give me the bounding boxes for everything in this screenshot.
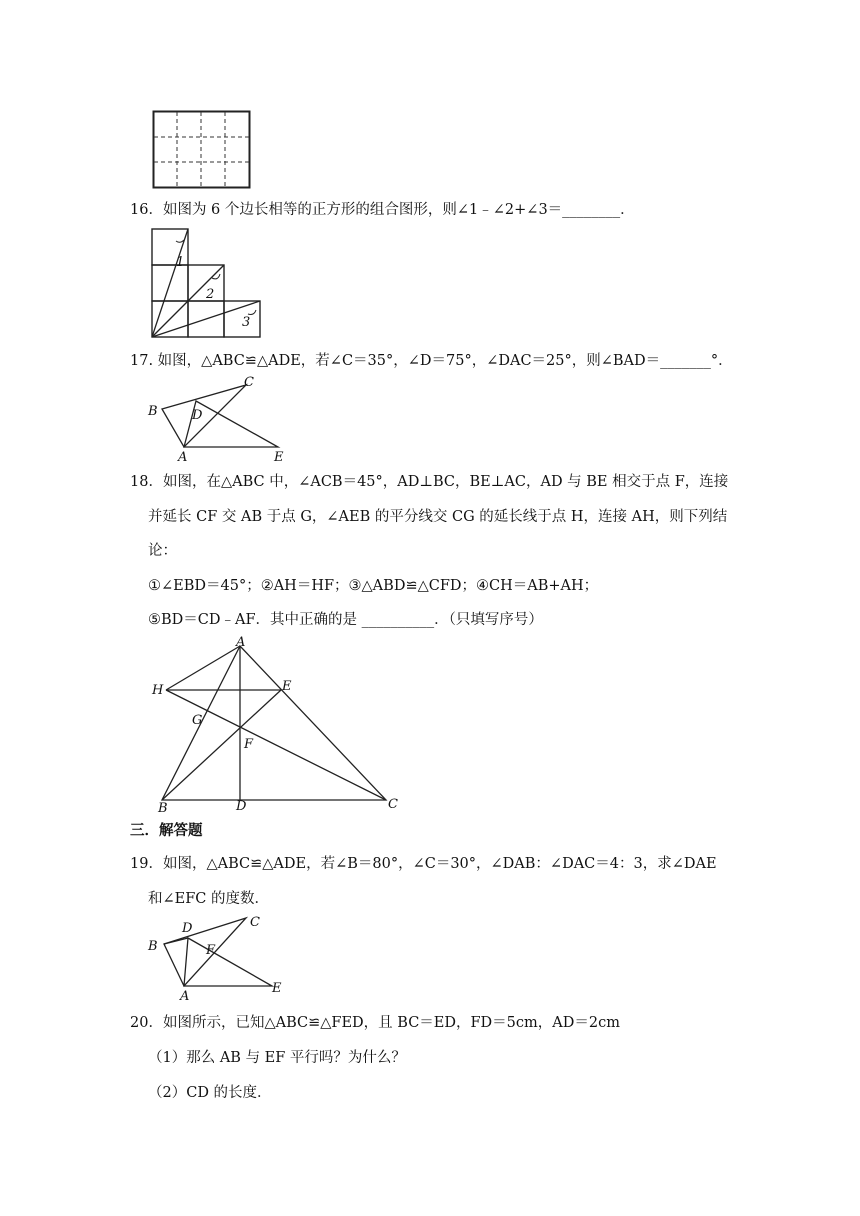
svg-text:D: D — [192, 408, 203, 423]
triangle-figure-18 — [148, 636, 408, 812]
question-18-line-5: ⑤BD＝CD﹣AF．其中正确的是 __________．（只填写序号） — [148, 612, 543, 628]
svg-text:G: G — [192, 713, 203, 728]
svg-text:F: F — [244, 737, 254, 752]
svg-text:D: D — [182, 921, 193, 936]
question-18-line-4: ①∠EBD＝45°；②AH＝HF；③△ABD≌△CFD；④CH＝AB+AH； — [148, 578, 599, 594]
question-16: 16．如图为 6 个边长相等的正方形的组合图形，则∠1﹣∠2+∠3＝________． — [130, 202, 635, 218]
squares-angle-figure — [148, 226, 266, 342]
svg-text:D: D — [236, 799, 247, 812]
svg-text:H: H — [152, 683, 164, 698]
question-18-line-3: 论： — [148, 543, 177, 559]
question-19-line-2: 和∠EFC 的度数． — [148, 891, 269, 907]
question-20-line-3: （2）CD 的长度． — [148, 1085, 272, 1101]
svg-text:B: B — [148, 939, 158, 954]
svg-text:C: C — [250, 915, 260, 930]
question-17: 17. 如图，△ABC≌△ADE，若∠C＝35°，∠D＝75°，∠DAC＝25°，则∠BAD＝_______°． — [130, 353, 733, 369]
svg-text:B: B — [148, 404, 158, 419]
svg-text:A: A — [180, 989, 190, 1002]
angle-label-2: 2 — [206, 287, 215, 302]
question-20-line-1: 20．如图所示，已知△ABC≌△FED，且 BC＝ED，FD＝5cm，AD＝2cm — [130, 1015, 620, 1031]
grid-figure — [152, 110, 252, 190]
question-18-line-2: 并延长 CF 交 AB 于点 G，∠AEB 的平分线交 CG 的延长线于点 H，连接 AH，则下列结 — [148, 509, 728, 525]
angle-label-1: 1 — [176, 255, 185, 270]
svg-text:C: C — [244, 375, 254, 390]
svg-text:B: B — [158, 801, 168, 812]
angle-label-3: 3 — [242, 315, 251, 330]
svg-text:F: F — [206, 943, 216, 958]
svg-text:E: E — [274, 450, 284, 463]
section-heading: 三．解答题 — [130, 823, 203, 839]
congruent-triangles-figure-19 — [144, 910, 294, 1002]
question-20-line-2: （1）那么 AB 与 EF 平行吗？为什么？ — [148, 1050, 406, 1066]
question-18-line-1: 18．如图，在△ABC 中，∠ACB＝45°，AD⊥BC，BE⊥AC，AD 与 BE 相交于点 F，连接 — [130, 474, 729, 490]
question-19-line-1: 19．如图，△ABC≌△ADE，若∠B＝80°，∠C＝30°，∠DAB：∠DAC＝4：3，求∠DAE — [130, 856, 717, 872]
svg-text:E: E — [272, 981, 282, 996]
svg-text:A: A — [236, 636, 246, 650]
svg-text:A: A — [178, 450, 188, 463]
svg-text:E: E — [282, 679, 292, 694]
congruent-triangles-figure-17 — [144, 373, 294, 463]
svg-text:C: C — [388, 797, 398, 812]
